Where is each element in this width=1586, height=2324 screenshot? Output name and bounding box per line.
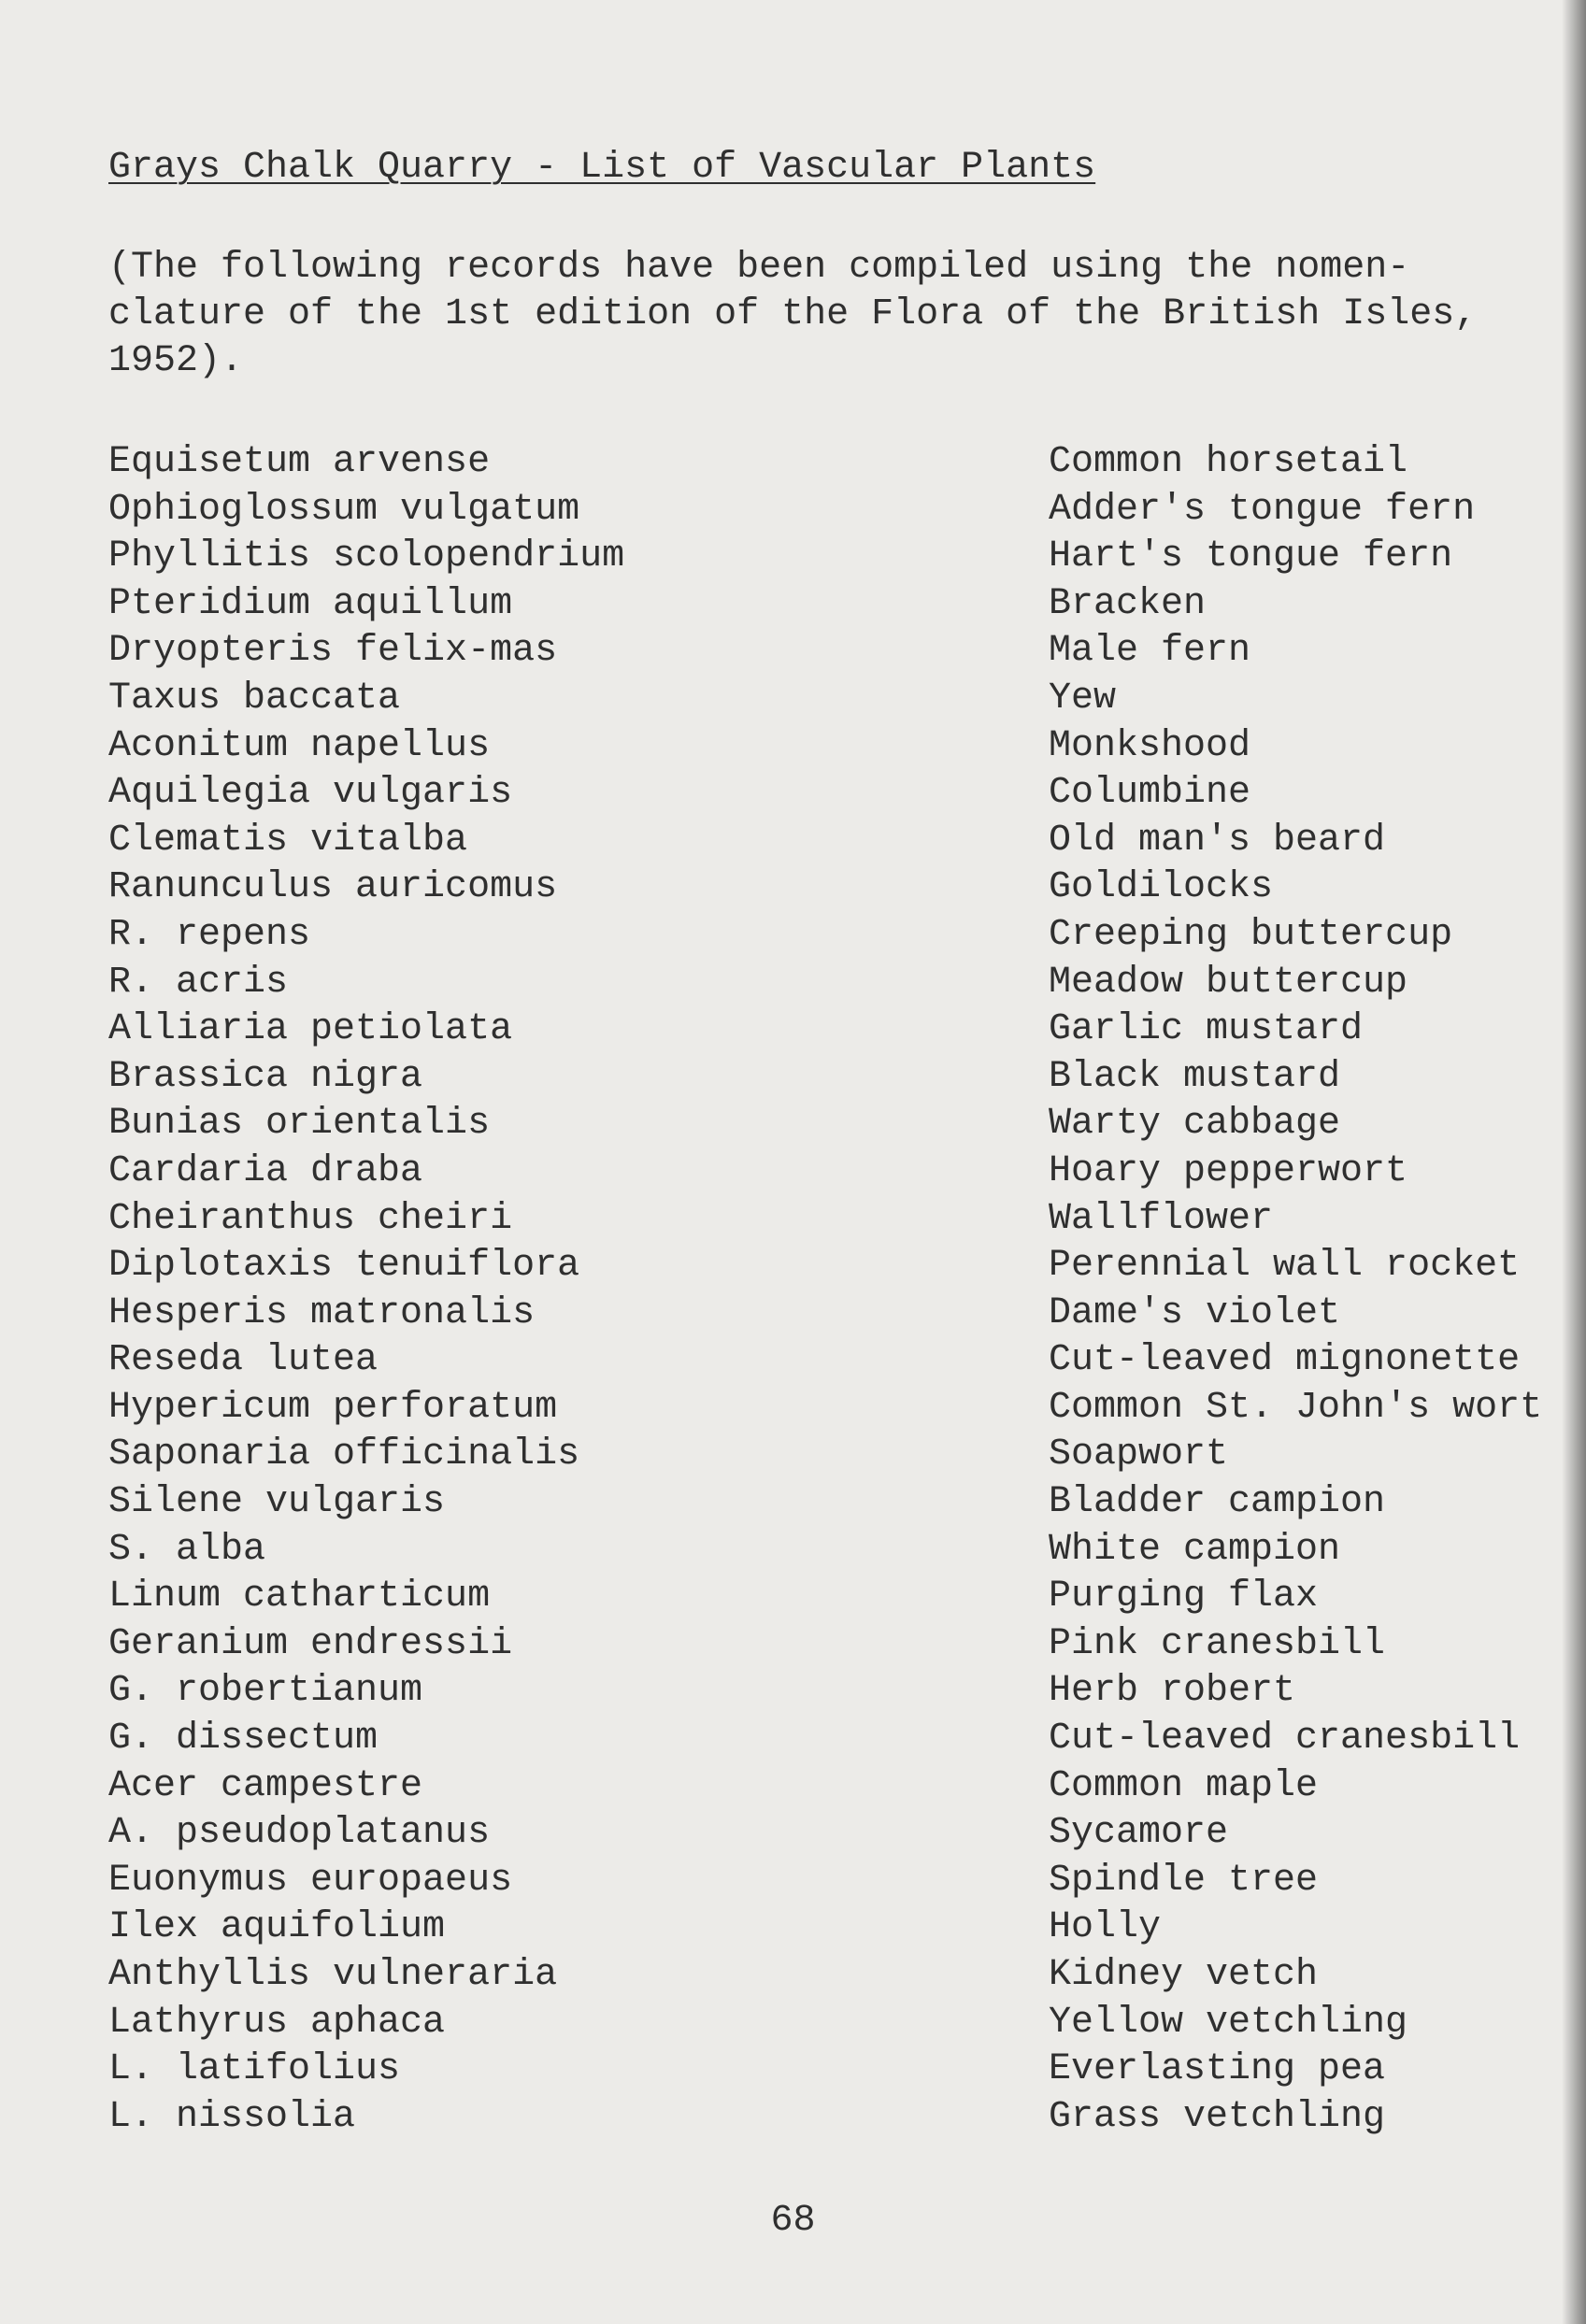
page-title: Grays Chalk Quarry - List of Vascular Plants bbox=[108, 147, 1096, 189]
common-name: Goldilocks bbox=[1049, 866, 1274, 909]
latin-name: Ophioglossum vulgatum bbox=[108, 488, 580, 531]
latin-name: Hypericum perforatum bbox=[108, 1386, 558, 1429]
latin-name: Diplotaxis tenuiflora bbox=[108, 1245, 580, 1288]
common-name: Pink cranesbill bbox=[1049, 1622, 1386, 1665]
latin-name: Saponaria officinalis bbox=[108, 1433, 580, 1476]
page-number: 68 bbox=[770, 2200, 816, 2242]
latin-name: Anthyllis vulneraria bbox=[108, 1954, 558, 1996]
latin-name: Phyllitis scolopendrium bbox=[108, 535, 625, 578]
latin-name: Aconitum napellus bbox=[108, 724, 491, 767]
latin-name: Clematis vitalba bbox=[108, 819, 468, 862]
latin-name: Dryopteris felix-mas bbox=[108, 630, 558, 673]
common-name: Spindle tree bbox=[1049, 1859, 1319, 1902]
common-name: Bladder campion bbox=[1049, 1481, 1386, 1524]
latin-name: G. dissectum bbox=[108, 1718, 379, 1761]
latin-name: Reseda lutea bbox=[108, 1339, 379, 1382]
intro-paragraph: (The following records have been compiled using the nomen- clature of the 1st edition of the Flora of the British Isles, 1952). bbox=[108, 247, 1478, 382]
common-name: Old man's beard bbox=[1049, 819, 1386, 862]
common-name: Bracken bbox=[1049, 582, 1207, 625]
common-name: White campion bbox=[1049, 1528, 1341, 1571]
latin-name: S. alba bbox=[108, 1528, 266, 1571]
latin-name: Pteridium aquillum bbox=[108, 582, 513, 625]
common-name: Dame's violet bbox=[1049, 1291, 1341, 1334]
latin-name: Geranium endressii bbox=[108, 1622, 513, 1665]
common-name: Hart's tongue fern bbox=[1049, 535, 1453, 578]
latin-name: R. repens bbox=[108, 913, 311, 956]
latin-name: R. acris bbox=[108, 961, 289, 1004]
common-name: Monkshood bbox=[1049, 724, 1251, 767]
latin-name: Lathyrus aphaca bbox=[108, 2001, 446, 2044]
latin-name: Hesperis matronalis bbox=[108, 1291, 536, 1334]
latin-name: G. robertianum bbox=[108, 1670, 423, 1713]
page-edge-shadow bbox=[1562, 0, 1586, 2324]
common-name: Purging flax bbox=[1049, 1575, 1319, 1618]
common-name: Yew bbox=[1049, 677, 1117, 720]
common-name: Black mustard bbox=[1049, 1055, 1341, 1098]
latin-name: Alliaria petiolata bbox=[108, 1008, 513, 1051]
latin-name: Taxus baccata bbox=[108, 677, 401, 720]
common-name: Hoary pepperwort bbox=[1049, 1149, 1408, 1192]
latin-name: Aquilegia vulgaris bbox=[108, 772, 513, 815]
latin-name: Acer campestre bbox=[108, 1764, 423, 1807]
common-name: Common maple bbox=[1049, 1764, 1319, 1807]
latin-name: Silene vulgaris bbox=[108, 1481, 446, 1524]
latin-name: Cardaria draba bbox=[108, 1149, 423, 1192]
common-name: Creeping buttercup bbox=[1049, 913, 1453, 956]
latin-name: Euonymus europaeus bbox=[108, 1859, 513, 1902]
common-name: Cut-leaved mignonette bbox=[1049, 1339, 1521, 1382]
common-name: Adder's tongue fern bbox=[1049, 488, 1476, 531]
common-name: Common horsetail bbox=[1049, 441, 1408, 483]
latin-name: Linum catharticum bbox=[108, 1575, 491, 1618]
common-name: Meadow buttercup bbox=[1049, 961, 1408, 1004]
common-name: Holly bbox=[1049, 1906, 1162, 1949]
common-name: Perennial wall rocket bbox=[1049, 1245, 1521, 1288]
common-name: Garlic mustard bbox=[1049, 1008, 1364, 1051]
common-name: Everlasting pea bbox=[1049, 2048, 1386, 2091]
latin-name: Cheiranthus cheiri bbox=[108, 1197, 513, 1240]
common-name: Cut-leaved cranesbill bbox=[1049, 1718, 1521, 1761]
latin-name: Bunias orientalis bbox=[108, 1103, 491, 1146]
latin-name: Ranunculus auricomus bbox=[108, 866, 558, 909]
common-name: Male fern bbox=[1049, 630, 1251, 673]
common-name: Yellow vetchling bbox=[1049, 2001, 1408, 2044]
latin-name: Brassica nigra bbox=[108, 1055, 423, 1098]
common-name: Soapwort bbox=[1049, 1433, 1229, 1476]
latin-name: Equisetum arvense bbox=[108, 441, 491, 483]
common-name: Wallflower bbox=[1049, 1197, 1274, 1240]
latin-name: Ilex aquifolium bbox=[108, 1906, 446, 1949]
latin-name: L. latifolius bbox=[108, 2048, 401, 2091]
common-name: Common St. John's wort bbox=[1049, 1386, 1543, 1429]
latin-name: L. nissolia bbox=[108, 2095, 356, 2138]
common-name: Herb robert bbox=[1049, 1670, 1296, 1713]
common-name: Sycamore bbox=[1049, 1812, 1229, 1855]
common-name: Kidney vetch bbox=[1049, 1954, 1319, 1996]
common-name: Grass vetchling bbox=[1049, 2095, 1386, 2138]
common-name: Columbine bbox=[1049, 772, 1251, 815]
common-name: Warty cabbage bbox=[1049, 1103, 1341, 1146]
latin-name: A. pseudoplatanus bbox=[108, 1812, 491, 1855]
